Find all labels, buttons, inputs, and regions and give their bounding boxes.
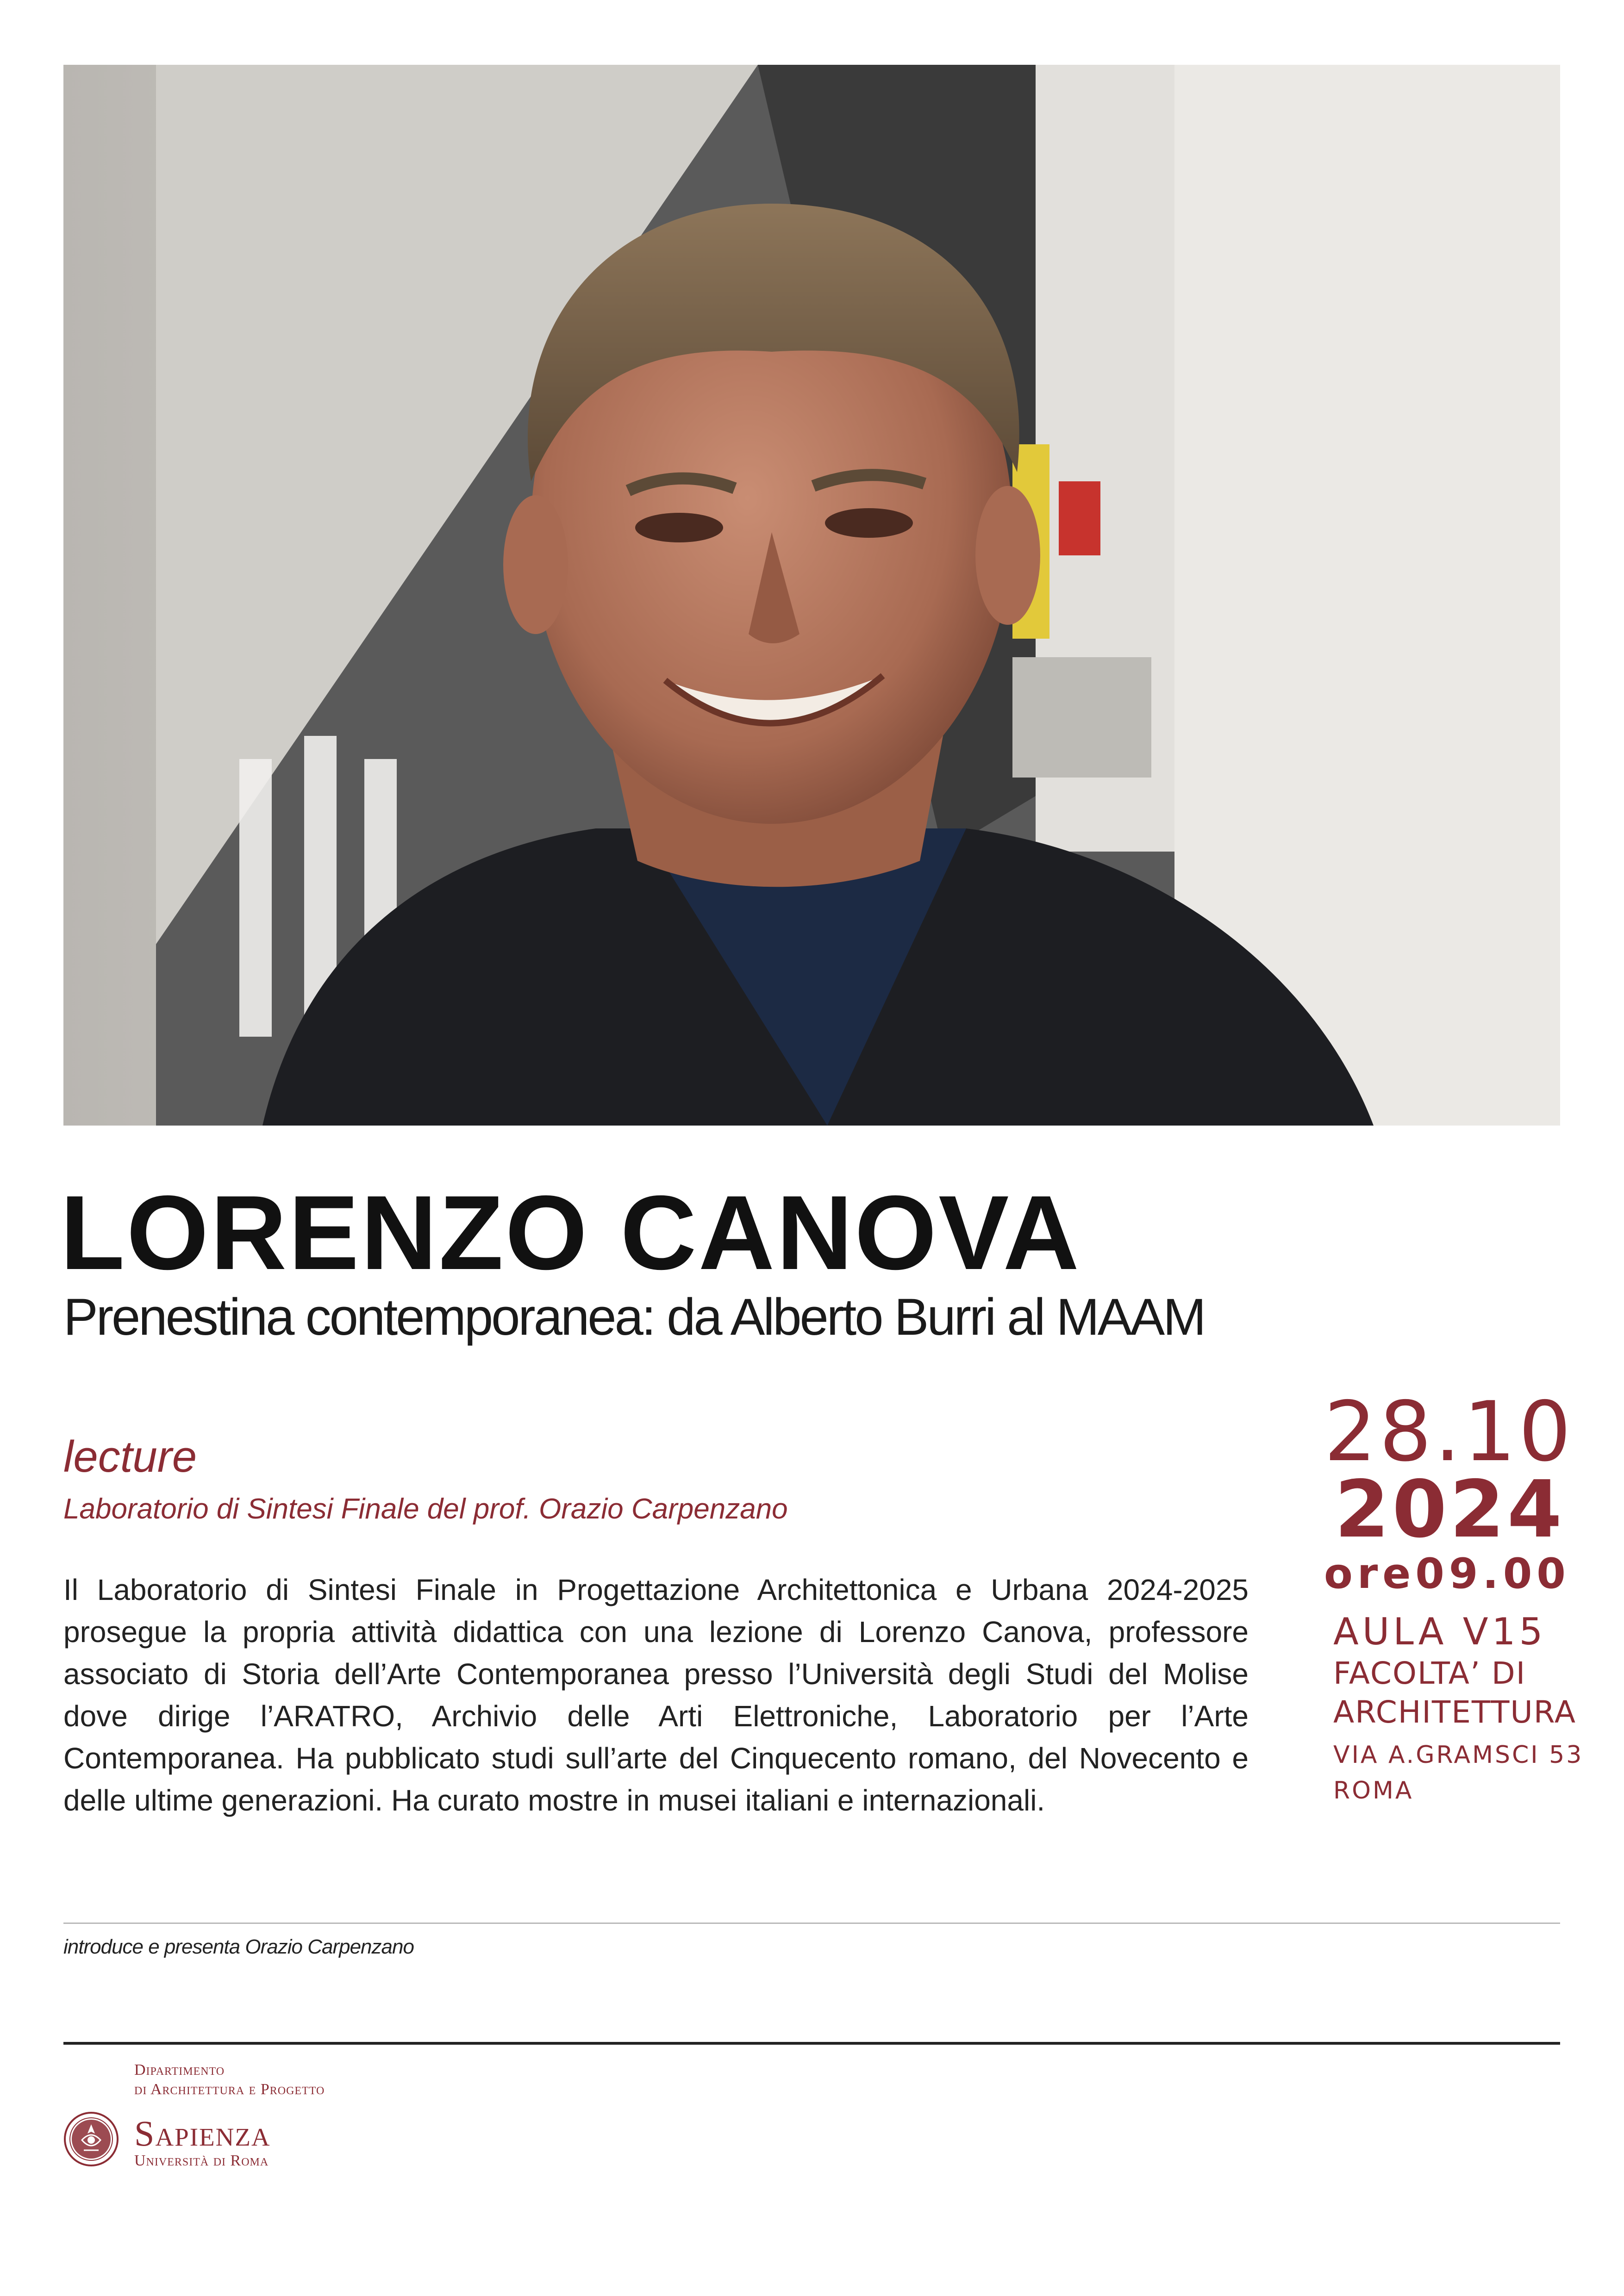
venue-faculty: FACOLTA’ DI ARCHITETTURA [1333, 1655, 1577, 1730]
department-name [134, 2060, 325, 2099]
lecture-subtitle: Laboratorio di Sintesi Finale del prof. Orazio Carpenzano [63, 1493, 788, 1525]
divider-thin [63, 1923, 1560, 1924]
event-year: 2024 [1334, 1464, 1565, 1556]
university-name: Sapienza [134, 2113, 271, 2153]
event-date [1324, 1384, 1574, 1599]
event-day-month: 28.10 [1324, 1384, 1574, 1480]
lecture-label: lecture [63, 1432, 197, 1481]
event-time: ore09.00 [1324, 1549, 1570, 1598]
divider-thick [63, 2042, 1560, 2045]
talk-title: Prenestina contemporanea: da Alberto Burri al MAAM [63, 1288, 1205, 1346]
venue-address: VIA A.GRAMSCI 53 [1333, 1741, 1584, 1769]
venue-city: ROMA [1333, 1777, 1414, 1804]
venue-room: AULA V15 [1333, 1610, 1547, 1653]
department-line-2: di Architettura e Progetto [134, 2081, 325, 2098]
speaker-photo [63, 65, 1560, 1126]
speaker-name: LORENZO CANOVA [60, 1174, 1081, 1292]
lecture-description: Il Laboratorio di Sintesi Finale in Progettazione Architettonica e Urbana 2024-2025 prosegue la propria attività didattica con una lezione di Lorenzo Canova, professore associato di Storia dell’Arte Contemporanea presso l’Università degli Studi del Molise dove dirige l’ARATRO, Archivio delle Arti Elettroniche, Laboratorio per l’Arte Contemporanea. Ha pubblicato studi sull’arte del Cinquecento romano, del Novecento e delle ultime generazioni. Ha curato mostre in musei italiani e internazionali. [63, 1573, 1249, 1817]
department-line-1: Dipartimento [134, 2061, 225, 2078]
sapienza-seal-icon [63, 2111, 119, 2167]
introducer-credit: introduce e presenta Orazio Carpenzano [63, 1935, 414, 1958]
university-subtitle: Università di Roma [134, 2152, 269, 2169]
event-venue [1333, 1610, 1584, 1808]
